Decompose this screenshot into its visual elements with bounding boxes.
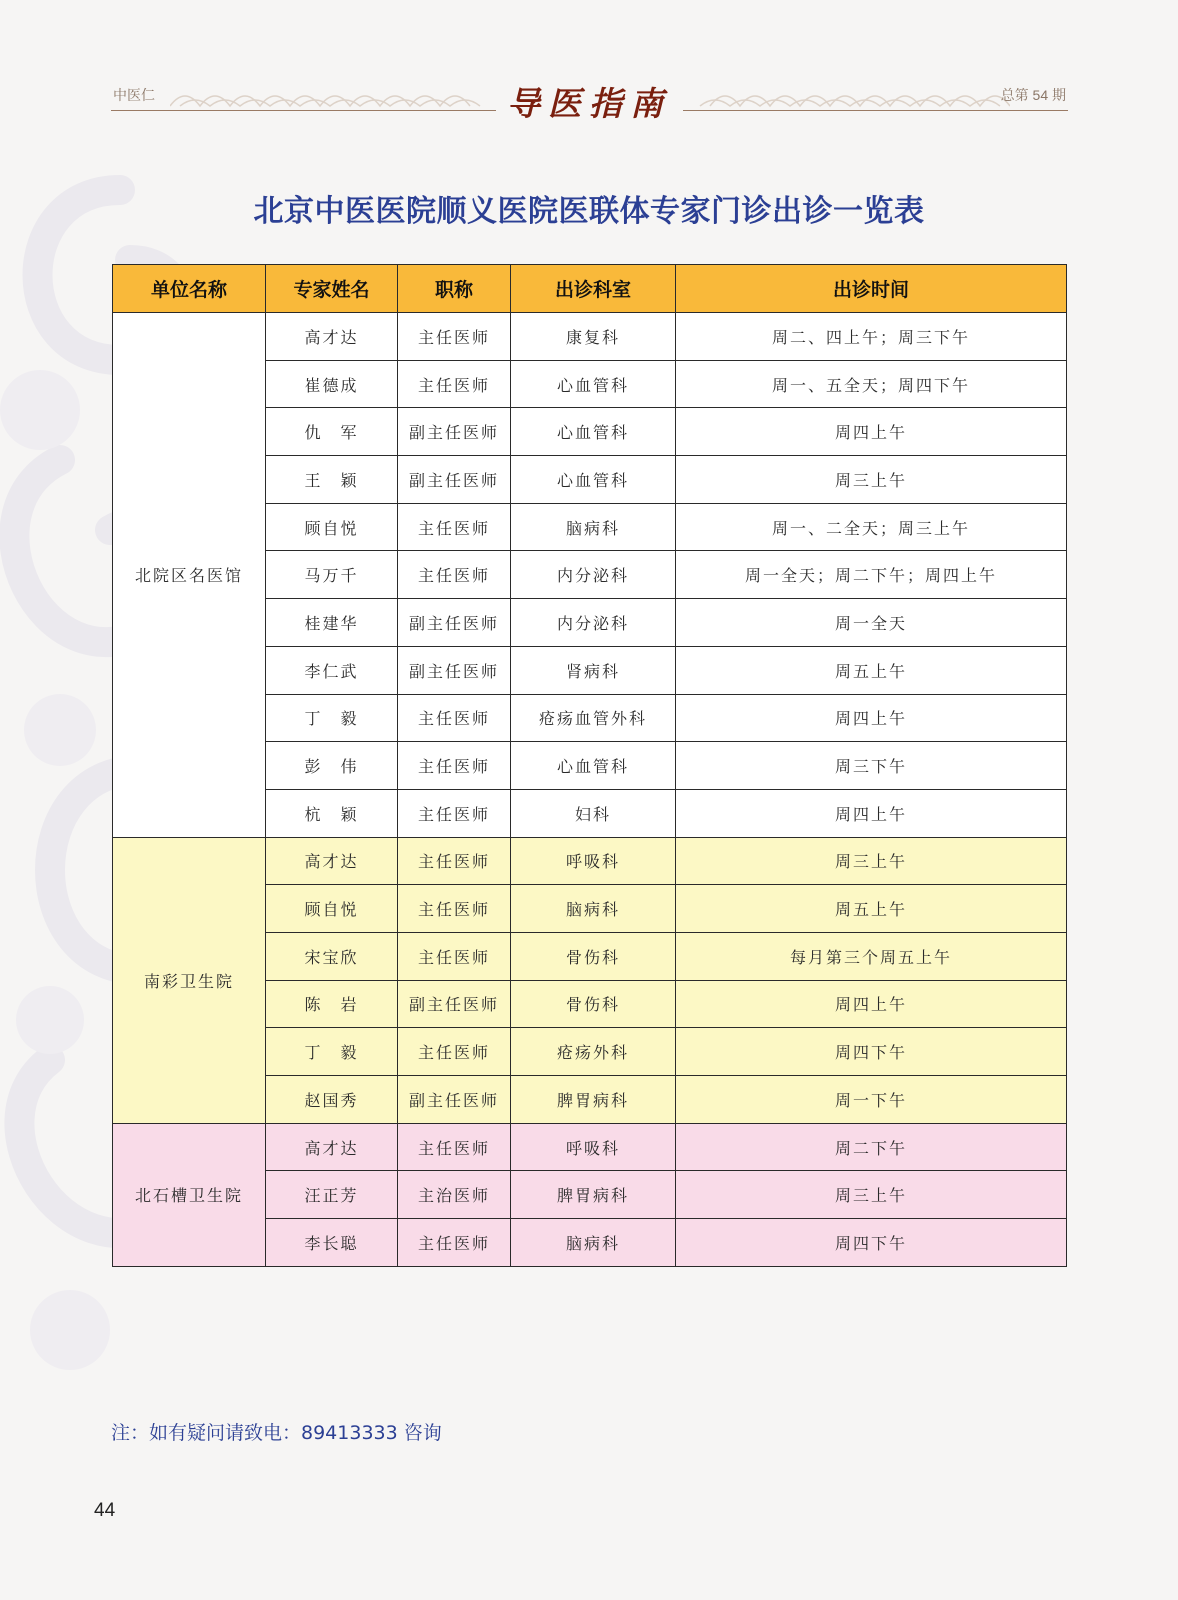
title-cell: 主任医师	[398, 360, 511, 408]
department-cell: 心血管科	[511, 456, 676, 504]
time-cell: 周四上午	[676, 694, 1067, 742]
doctor-cell: 汪正芳	[266, 1171, 398, 1219]
doctor-cell: 丁 毅	[266, 694, 398, 742]
title-cell: 副主任医师	[398, 980, 511, 1028]
time-cell: 周五上午	[676, 885, 1067, 933]
title-cell: 副主任医师	[398, 408, 511, 456]
department-cell: 脾胃病科	[511, 1171, 676, 1219]
title-cell: 主任医师	[398, 885, 511, 933]
time-cell: 周一全天；周二下午；周四上午	[676, 551, 1067, 599]
doctor-cell: 顾自悦	[266, 885, 398, 933]
department-cell: 心血管科	[511, 408, 676, 456]
title-cell: 副主任医师	[398, 599, 511, 647]
table-row	[113, 1123, 1067, 1171]
title-cell: 主任医师	[398, 789, 511, 837]
time-cell: 周二、四上午；周三下午	[676, 313, 1067, 361]
clinic-schedule-table	[112, 264, 1067, 1267]
table-row	[113, 837, 1067, 885]
column-header-department: 出诊科室	[511, 265, 676, 313]
title-cell: 主任医师	[398, 551, 511, 599]
title-cell: 副主任医师	[398, 1076, 511, 1124]
department-cell: 骨伤科	[511, 932, 676, 980]
unit-name-cell: 北院区名医馆	[113, 313, 266, 838]
issue-number: 总第 54 期	[1000, 87, 1066, 103]
title-cell: 主任医师	[398, 1123, 511, 1171]
department-cell: 疮疡外科	[511, 1028, 676, 1076]
title-cell: 主任医师	[398, 837, 511, 885]
doctor-cell: 王 颖	[266, 456, 398, 504]
department-cell: 妇科	[511, 789, 676, 837]
department-cell: 脑病科	[511, 1219, 676, 1267]
page-number: 44	[94, 1500, 116, 1521]
department-cell: 心血管科	[511, 360, 676, 408]
doctor-cell: 李长聪	[266, 1219, 398, 1267]
column-header-unit: 单位名称	[113, 265, 266, 313]
department-cell: 呼吸科	[511, 837, 676, 885]
header-rule-left	[111, 110, 496, 111]
table-header-row	[113, 265, 1067, 313]
time-cell: 周三上午	[676, 837, 1067, 885]
doctor-cell: 高才达	[266, 1123, 398, 1171]
doctor-cell: 顾自悦	[266, 503, 398, 551]
time-cell: 周三上午	[676, 1171, 1067, 1219]
header-rule-right	[683, 110, 1068, 111]
time-cell: 周一全天	[676, 599, 1067, 647]
doctor-cell: 仇 军	[266, 408, 398, 456]
department-cell: 骨伤科	[511, 980, 676, 1028]
time-cell: 周五上午	[676, 646, 1067, 694]
time-cell: 每月第三个周五上午	[676, 932, 1067, 980]
department-cell: 心血管科	[511, 742, 676, 790]
doctor-cell: 赵国秀	[266, 1076, 398, 1124]
time-cell: 周四上午	[676, 408, 1067, 456]
doctor-cell: 高才达	[266, 837, 398, 885]
doctor-cell: 杭 颖	[266, 789, 398, 837]
page-title: 北京中医医院顺义医院医联体专家门诊出诊一览表	[253, 194, 925, 229]
time-cell: 周一、二全天；周三上午	[676, 503, 1067, 551]
department-cell: 康复科	[511, 313, 676, 361]
doctor-cell: 彭 伟	[266, 742, 398, 790]
time-cell: 周三上午	[676, 456, 1067, 504]
contact-note: 注：如有疑问请致电：89413333 咨询	[111, 1422, 442, 1444]
title-cell: 主任医师	[398, 694, 511, 742]
unit-name-cell: 北石槽卫生院	[113, 1123, 266, 1266]
doctor-cell: 陈 岩	[266, 980, 398, 1028]
department-cell: 脾胃病科	[511, 1076, 676, 1124]
doctor-cell: 马万千	[266, 551, 398, 599]
title-cell: 主任医师	[398, 1219, 511, 1267]
department-cell: 脑病科	[511, 885, 676, 933]
title-cell: 主任医师	[398, 932, 511, 980]
department-cell: 内分泌科	[511, 551, 676, 599]
time-cell: 周一、五全天；周四下午	[676, 360, 1067, 408]
doctor-cell: 高才达	[266, 313, 398, 361]
column-header-time: 出诊时间	[676, 265, 1067, 313]
title-cell: 主治医师	[398, 1171, 511, 1219]
doctor-cell: 桂建华	[266, 599, 398, 647]
unit-name-cell: 南彩卫生院	[113, 837, 266, 1123]
header-magazine-name: 中医仁	[113, 87, 155, 103]
doctor-cell: 宋宝欣	[266, 932, 398, 980]
department-cell: 肾病科	[511, 646, 676, 694]
department-cell: 内分泌科	[511, 599, 676, 647]
column-header-doctor: 专家姓名	[266, 265, 398, 313]
title-cell: 副主任医师	[398, 456, 511, 504]
time-cell: 周四下午	[676, 1219, 1067, 1267]
title-cell: 主任医师	[398, 313, 511, 361]
department-cell: 疮疡血管外科	[511, 694, 676, 742]
title-cell: 主任医师	[398, 1028, 511, 1076]
title-cell: 副主任医师	[398, 646, 511, 694]
time-cell: 周四下午	[676, 1028, 1067, 1076]
time-cell: 周二下午	[676, 1123, 1067, 1171]
time-cell: 周四上午	[676, 789, 1067, 837]
time-cell: 周一下午	[676, 1076, 1067, 1124]
title-cell: 主任医师	[398, 742, 511, 790]
department-cell: 脑病科	[511, 503, 676, 551]
time-cell: 周三下午	[676, 742, 1067, 790]
table-row	[113, 313, 1067, 361]
department-cell: 呼吸科	[511, 1123, 676, 1171]
doctor-cell: 崔德成	[266, 360, 398, 408]
column-header-title: 职称	[398, 265, 511, 313]
section-title: 导医指南	[507, 84, 671, 123]
doctor-cell: 丁 毅	[266, 1028, 398, 1076]
doctor-cell: 李仁武	[266, 646, 398, 694]
title-cell: 主任医师	[398, 503, 511, 551]
time-cell: 周四上午	[676, 980, 1067, 1028]
